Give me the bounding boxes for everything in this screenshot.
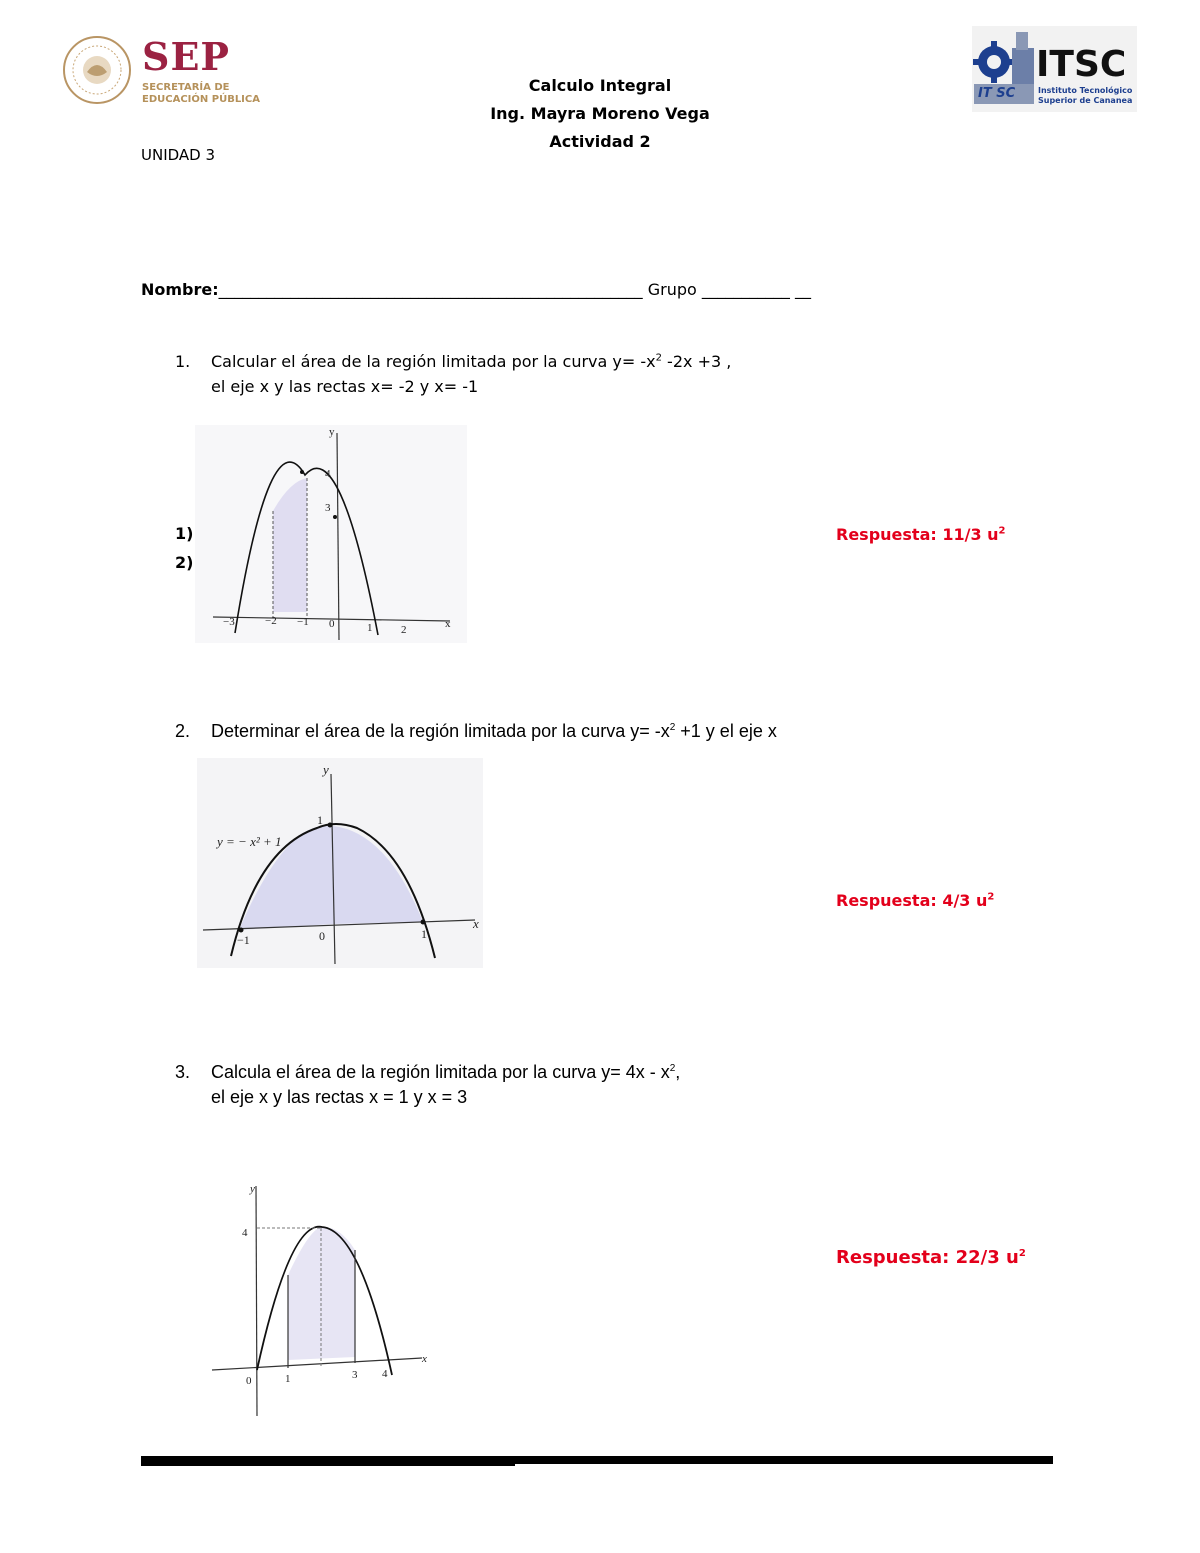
name-group-row: [141, 280, 811, 299]
graph-3-y-label: y: [250, 1183, 255, 1195]
question-1-text-2: el eje x y las rectas x= -2 y x= -1: [211, 377, 479, 396]
itsc-badge: IT SC: [978, 86, 1016, 101]
itsc-subtitle-1: Instituto Tecnológico: [1038, 86, 1133, 95]
answer-3-exponent: 2: [1018, 1248, 1026, 1259]
answer-1: [836, 525, 1006, 544]
question-1-line-2: [175, 374, 731, 399]
course-title: Calculo Integral: [528, 76, 672, 95]
graph-1-tick-y-3: 3: [325, 502, 331, 514]
itsc-wordmark: ITSC: [1036, 44, 1127, 85]
answer-3: [836, 1247, 1026, 1268]
graph-3: [200, 1180, 440, 1420]
graph-1-tick-x-neg3: −3: [223, 616, 235, 628]
graph-1-x-label: x: [445, 618, 451, 630]
answer-2-text: Respuesta: 4/3 u: [836, 891, 988, 910]
group-label: Grupo: [647, 280, 697, 299]
question-3-line-2: [175, 1085, 680, 1110]
graph-2-tick-y-1: 1: [317, 813, 323, 827]
unit-label: UNIDAD 3: [141, 146, 216, 164]
side-label-1: 1): [175, 524, 194, 543]
graph-1-tick-x-2: 2: [401, 624, 407, 636]
question-3-number: 3.: [175, 1062, 191, 1082]
question-1-line-1: [175, 349, 731, 374]
graph-3-y-axis: [256, 1186, 257, 1416]
activity-title: Actividad 2: [549, 132, 651, 151]
graph-1-tick-x-neg1: −1: [297, 616, 309, 628]
itsc-subtitle-2: Superior de Cananea: [1038, 96, 1133, 105]
question-1-exponent: 2: [655, 352, 662, 364]
graph-1-y-label: y: [329, 426, 335, 438]
graph-3-tick-x-0: 0: [246, 1375, 252, 1387]
question-3-text-end: ,: [675, 1062, 681, 1082]
question-3-text: Calcula el área de la región limitada por la curva y= 4x - x: [211, 1062, 670, 1082]
graph-2-x-label: x: [473, 916, 479, 931]
graph-2-tick-x-neg1: −1: [237, 933, 250, 947]
graph-3-tick-y-4: 4: [242, 1227, 248, 1239]
graph-3-tick-x-1: 1: [285, 1373, 291, 1385]
group-field[interactable]: ___________ __: [701, 280, 811, 299]
answer-3-text: Respuesta: 22/3 u: [836, 1247, 1019, 1268]
graph-3-x-label: x: [422, 1353, 427, 1365]
sep-subtitle-1: SECRETARÍA DE: [142, 82, 230, 93]
graph-3-tick-x-3: 3: [352, 1369, 358, 1381]
itsc-logo: [972, 26, 1137, 112]
question-2-number: 2.: [175, 721, 191, 741]
answer-2-exponent: 2: [987, 891, 995, 903]
sep-logo: [60, 32, 290, 112]
graph-1-tick-x-1: 1: [367, 622, 373, 634]
question-2-exponent: 2: [669, 722, 676, 733]
graph-2: [197, 758, 483, 968]
graph-3-tick-x-4: 4: [382, 1368, 388, 1380]
graph-1-tick-x-0: 0: [329, 618, 335, 630]
name-field[interactable]: _____________________________________________________: [218, 280, 643, 299]
side-label-2: 2): [175, 553, 194, 572]
question-3: [175, 1060, 680, 1110]
answer-2: [836, 891, 994, 910]
question-2-text-end: +1 y el eje x: [675, 721, 777, 741]
name-label: Nombre:: [141, 280, 219, 299]
graph-1: [195, 425, 467, 643]
answer-1-text: Respuesta: 11/3 u: [836, 525, 999, 544]
question-3-line-1: [175, 1060, 680, 1085]
graph-1-tick-x-neg2: −2: [265, 615, 277, 627]
question-1-text: Calcular el área de la región limitada por la curva y= -x: [211, 352, 656, 371]
teacher-name: Ing. Mayra Moreno Vega: [490, 104, 710, 123]
graph-1-tick-y-4: 4: [325, 468, 331, 480]
graph-1-shaded-region: [273, 478, 307, 612]
question-1: [175, 349, 731, 399]
question-2-text: Determinar el área de la región limitada por la curva y= -x: [211, 721, 670, 741]
graph-1-y-axis: [337, 433, 339, 640]
graph-2-tick-x-0: 0: [319, 929, 325, 943]
sep-subtitle-2: EDUCACIÓN PÚBLICA: [142, 94, 260, 105]
sep-wordmark: SEP: [142, 34, 230, 79]
question-2: [175, 719, 777, 744]
graph-2-curve-label: y = − x² + 1: [217, 834, 282, 849]
question-1-number: 1.: [175, 352, 191, 371]
graph-2-tick-x-1: 1: [421, 927, 427, 941]
question-1-text-end: -2x +3 ,: [661, 352, 732, 371]
footer-rule-underline: [141, 1463, 515, 1466]
question-3-text-2: el eje x y las rectas x = 1 y x = 3: [211, 1087, 468, 1107]
graph-2-y-label: y: [323, 762, 329, 777]
question-3-exponent: 2: [669, 1063, 676, 1074]
answer-1-exponent: 2: [998, 525, 1006, 537]
